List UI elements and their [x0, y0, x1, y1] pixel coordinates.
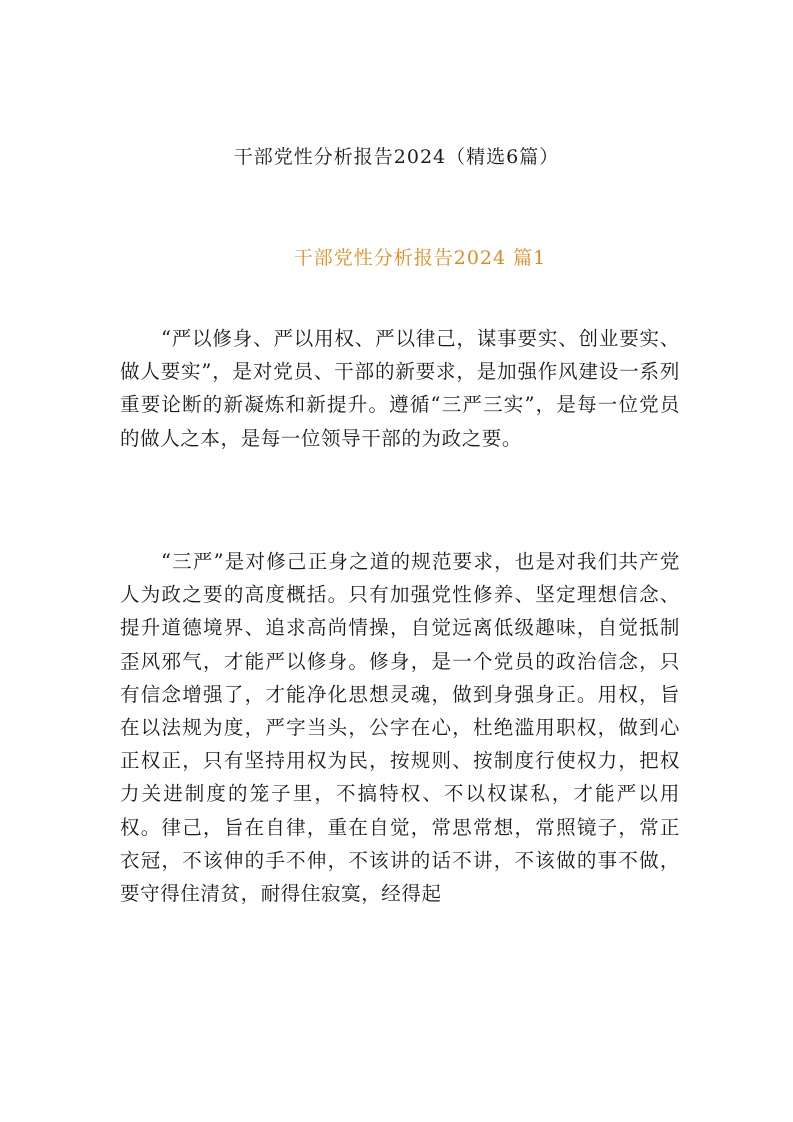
section-heading: 干部党性分析报告2024 篇1 [293, 247, 547, 269]
document-title: 干部党性分析报告2024（精选6篇） [233, 146, 560, 168]
body-paragraph: “三严”是对修己正身之道的规范要求，也是对我们共产党人为政之要的高度概括。只有加强党性修养、坚定理想信念、提升道德境界、追求高尚情操，自觉远离低级趣味，自觉抵制歪风邪气，才能严以修身。修身，是一个党员的政治信念，只有信念增强了，才能净化思想灵魂，做到身强身正。用权，旨在以法规为度，严字当头，公字在心，杜绝滥用职权，做到心正权正，只有坚持用权为民，按规则、按制度行使权力，把权力关进制度的笼子里，不搞特权、不以权谋私，才能严以用权。律己，旨在自律，重在自觉，常思常想，常照镜子，常正衣冠，不该伸的手不伸，不该讲的话不讲，不该做的事不做，要守得住清贫，耐得住寂寞，经得起 [120, 550, 680, 906]
body-paragraph: “严以修身、严以用权、严以律己，谋事要实、创业要实、做人要实”，是对党员、干部的新要求，是加强作风建设一系列重要论断的新凝炼和新提升。遵循“三严三实”，是每一位党员的做人之本，是每一位领导干部的为政之要。 [120, 327, 680, 450]
